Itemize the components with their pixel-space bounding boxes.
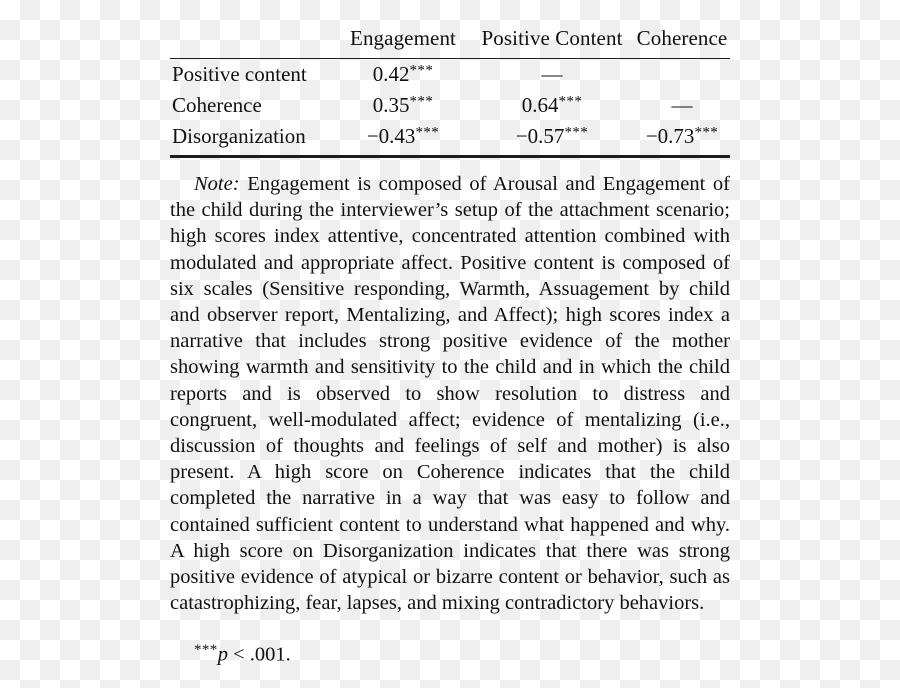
cell-value: −0.73 bbox=[645, 124, 695, 148]
table-row bbox=[170, 90, 730, 121]
footnote-statement: < .001. bbox=[227, 643, 291, 666]
row-label-positive-content: Positive content bbox=[172, 62, 307, 86]
cell-value: 0.35 bbox=[372, 93, 410, 117]
column-header-engagement: Engagement bbox=[336, 26, 470, 59]
cell-value: −0.43 bbox=[366, 124, 416, 148]
cell-coherence-coherence bbox=[634, 90, 730, 121]
table-note bbox=[170, 171, 730, 616]
significance-stars: *** bbox=[564, 124, 589, 141]
significance-stars: *** bbox=[558, 93, 583, 110]
correlation-table bbox=[170, 26, 730, 158]
table-header-row bbox=[170, 26, 730, 59]
table-row bbox=[170, 59, 730, 91]
cell-positive-content-coherence bbox=[634, 59, 730, 91]
cell-value: 0.64 bbox=[521, 93, 559, 117]
cell-positive-content-engagement bbox=[336, 59, 470, 91]
row-label-disorganization: Disorganization bbox=[170, 121, 336, 157]
cell-value: — bbox=[671, 93, 693, 117]
cell-coherence-positive-content bbox=[470, 90, 634, 121]
cell-value: 0.42 bbox=[372, 62, 410, 86]
table-row bbox=[170, 121, 730, 157]
note-body: Engagement is composed of Arousal and Engagement of the child during the interviewer’s setup of the attachment scenario; high scores index attentive, concentrated attention combined with modulated and appropriate affect. Positive content is composed of six scales (Sensitive responding, Warmth, Assuagement by child and observer report, Mentalizing, and Affect); high scores index a narrative that includes strong positive evidence of the mother showing warmth and sensitivity to the child and in which the child reports and is observed to show resolution to distress and congruent, well-modulated affect; evidence of mentalizing (i.e., discussion of thoughts and feelings of self and mother) is also present. A high score on Coherence indicates that the child completed the narrative in a way that was easy to follow and contained sufficient content to understand what happened and why. A high score on Disorganization indicates that there was strong positive evidence of atypical or bizarre content or behavior, such as catastrophizing, fear, lapses, and mixing contradictory behaviors. bbox=[170, 173, 730, 615]
significance-stars: *** bbox=[409, 93, 434, 110]
row-label-coherence: Coherence bbox=[172, 93, 262, 117]
significance-stars: *** bbox=[415, 124, 440, 141]
significance-footnote bbox=[170, 637, 730, 668]
column-header-coherence: Coherence bbox=[634, 26, 730, 59]
column-header-positive-content: Positive Content bbox=[470, 26, 634, 59]
cell-value: — bbox=[541, 62, 563, 86]
table-header bbox=[170, 26, 730, 59]
column-header-blank bbox=[170, 26, 336, 59]
cell-positive-content-positive-content bbox=[470, 59, 634, 91]
cell-disorganization-coherence bbox=[634, 121, 730, 157]
cell-value: −0.57 bbox=[515, 124, 565, 148]
cell-coherence-engagement bbox=[336, 90, 470, 121]
cell-disorganization-engagement bbox=[336, 121, 470, 157]
cell-disorganization-positive-content bbox=[470, 121, 634, 157]
footnote-p-symbol: p bbox=[217, 643, 228, 666]
note-label: Note: bbox=[194, 173, 240, 195]
table-body bbox=[170, 59, 730, 157]
footnote-stars: *** bbox=[194, 641, 218, 658]
table-figure bbox=[170, 26, 730, 688]
significance-stars: *** bbox=[694, 124, 719, 141]
significance-stars: *** bbox=[409, 62, 434, 79]
